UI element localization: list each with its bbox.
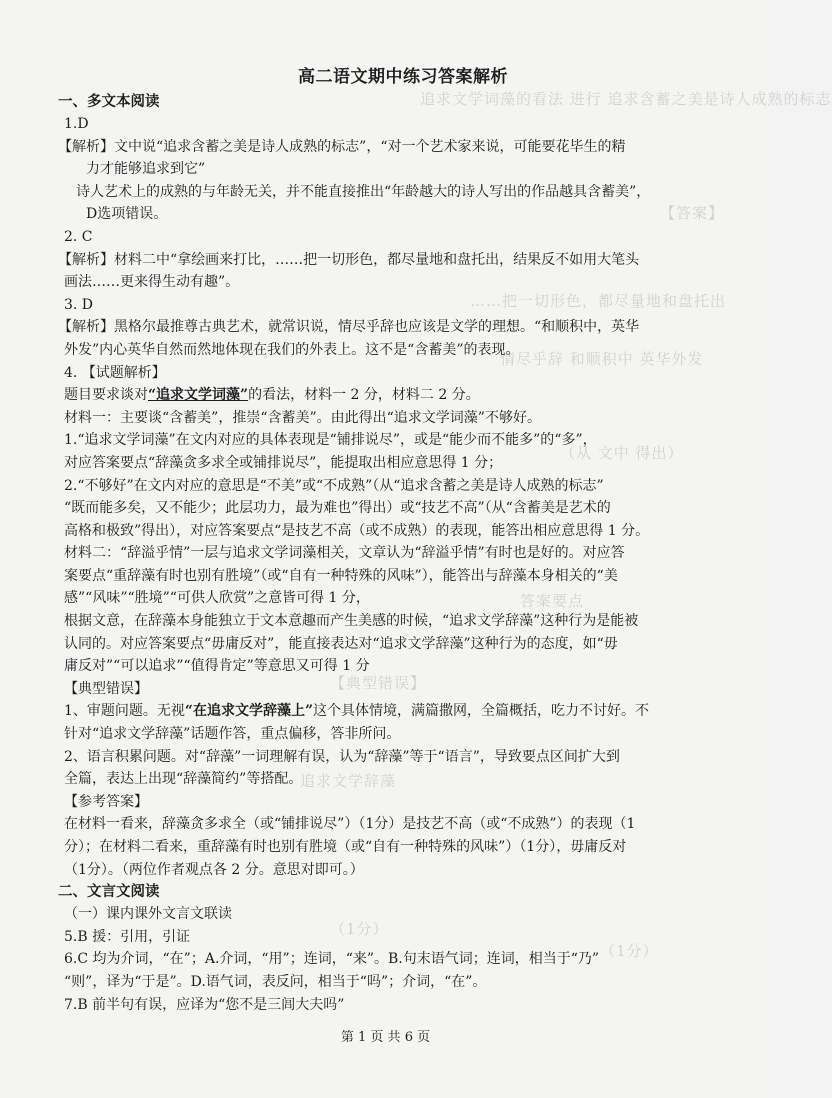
typical-errors-line: 2、语言积累问题。对“辞藻”一词理解有误，认为“辞藻”等于“语言”，导致要点区间扩大到 — [64, 748, 620, 765]
page-title: 高二语文期中练习答案解析 — [298, 67, 508, 87]
bleed-through-text: 【典型错误】 — [330, 674, 427, 692]
q4-line: 认同的。对应答案要点“毋庸反对”，能直接表达对“追求文学辞藻”这种行为的态度，如“毋 — [64, 635, 618, 652]
reference-answer-line: 在材料一看来，辞藻贪多求全（或“铺排说尽”）（1分）是技艺不高（或“不成熟”）的表现（1 — [64, 816, 636, 833]
typical-errors-line: 全篇，表达上出现“辞藻简约”等搭配。 — [64, 771, 303, 788]
q4-line: 感”“风味”“胜境”“可供人欣赏”之意皆可得 1 分， — [64, 590, 370, 607]
reference-answer-line: 分）；在材料二看来，重辞藻有时也别有胜境（或“自有一种特殊的风味”）（1分），毋庸反对 — [64, 839, 627, 855]
typical-errors-line — [58, 700, 748, 723]
q2-analysis-line: 【解析】材料二中“拿绘画来打比，……把一切形色，都尽量地和盘托出，结果反不如用大笔头 — [58, 251, 640, 268]
q4-line: 2.“不够好”在文内对应的意思是“不美”或“不成熟”（从“追求含蓄之美是诗人成熟的标志” — [64, 477, 604, 494]
document-body — [58, 62, 748, 1016]
subsection-heading: （一）课内课外文言文联读 — [64, 906, 232, 923]
q4-line: 高格和极致”得出），对应答案要点“是技艺不高（或不成熟）的表现，能答出相应意思得 1 分。 — [64, 522, 650, 539]
q5-line: 5.B 援：引用，引证 — [64, 928, 191, 945]
bleed-through-text: ……把一切形色，都尽量地和盘托出 — [470, 292, 727, 310]
q3-analysis-line: 外发”内心英华自然而然地体现在我们的外表上。这不是“含蓄美”的表现。 — [64, 341, 520, 358]
q4-line: 案要点“重辞藻有时也别有胜境”（或“自有一种特殊的风味”），能答出与辞藻本身相关的“美 — [64, 567, 618, 584]
q4-text: 的看法，材料一 2 分，材料二 2 分。 — [248, 387, 480, 404]
q1-answer: 1.D — [64, 116, 89, 132]
bleed-through-text: （从 文中 得出） — [560, 444, 684, 462]
bleed-through-text: 追求文学词藻的看法 进行 追求含蓄之美是诗人成熟的标志 — [420, 90, 832, 108]
q3-answer: 3. D — [64, 296, 94, 313]
bleed-through-text: 情尽乎辞 和顺积中 英华外发 — [500, 350, 704, 368]
q4-line: 庸反对”“可以追求”“值得肯定”等意思又可得 1 分 — [64, 658, 370, 675]
q4-text: 题目要求谈对 — [64, 387, 148, 404]
q4-line: 根据文意，在辞藻本身能独立于文本意趣而产生美感的时候，“追求文学辞藻”这种行为是能被 — [64, 613, 639, 630]
q4-keyword: “追求文学词藻” — [148, 387, 249, 404]
reference-answer-heading: 【参考答案】 — [64, 793, 148, 810]
typical-errors-line: 针对“追求文学辞藻”话题作答，重点偏移，答非所问。 — [64, 726, 401, 743]
bleed-through-text: 【答案】 — [660, 204, 725, 222]
section-heading-classical-chinese: 二、文言文阅读 — [58, 883, 160, 901]
page-footer: 第 1 页 共 6 页 — [340, 1030, 431, 1045]
q4-line: “既而能多矣，又不能少；此层功力，最为难也”得出）或“技艺不高”（从“含蓄美是艺术的 — [64, 500, 611, 517]
errors-text: 1、审题问题。无视 — [64, 703, 185, 720]
q2-answer: 2. C — [64, 228, 93, 245]
q3-analysis-line: 【解析】黑格尔最推尊古典艺术，就常识说，情尽乎辞也应该是文学的理想。“和顺积中，英华 — [58, 319, 640, 336]
errors-text: 这个具体情境，满篇撒网，全篇概括，吃力不讨好。不 — [313, 703, 650, 720]
q1-analysis-line: 【解析】文中说“追求含蓄之美是诗人成熟的标志”，“对一个艺术家来说，可能要花毕生的精 — [58, 138, 626, 155]
bleed-through-text: 答案要点 — [520, 592, 585, 610]
reference-answer-line: （1分）。（两位作者观点各 2 分。意思对即可。） — [64, 861, 364, 878]
q4-line: 对应答案要点“辞藻贪多求全或铺排说尽”，能提取出相应意思得 1 分； — [64, 454, 503, 471]
q4-line: 材料二：“辞溢乎情”一层与追求文学词藻相关，文章认为“辞溢乎情”有时也是好的。对应答 — [64, 545, 625, 562]
q6-line: “则”，译为“于是”。D.语气词，表反问，相当于“吗”；介词，“在”。 — [64, 973, 487, 990]
bleed-through-text: 追求文学辞藻 — [300, 772, 397, 790]
q1-analysis-line: 诗人艺术上的成熟的与年龄无关，并不能直接推出“年龄越大的诗人写出的作品越具含蓄美”， — [76, 183, 651, 200]
q4-line: 1.“追求文学词藻”在文内对应的具体表现是“铺排说尽”，或是“能少而不能多”的“多”， — [64, 432, 597, 449]
q1-analysis-line: 力才能够追求到它” — [86, 161, 206, 178]
q4-line: 材料一：主要谈“含蓄美”，推崇“含蓄美”。由此得出“追求文学词藻”不够好。 — [64, 409, 541, 426]
q4-heading: 4. 【试题解析】 — [64, 364, 166, 381]
q1-analysis-line: D选项错误。 — [86, 206, 168, 223]
errors-keyword: “在追求文学辞藻上” — [184, 703, 314, 720]
q7-line: 7.B 前半句有误，应译为“您不是三闾大夫吗” — [64, 996, 345, 1013]
q6-line: 6.C 均为介词，“在”；A.介词，“用”；连词，“来”。B.句末语气词；连词，相当于“乃” — [64, 951, 600, 968]
bleed-through-text: （1分） — [330, 920, 389, 938]
q4-line — [58, 384, 748, 407]
bleed-through-text: （1分） — [600, 942, 659, 960]
typical-errors-heading: 【典型错误】 — [64, 680, 148, 697]
section-heading-multitext: 一、多文本阅读 — [58, 93, 160, 110]
q2-analysis-line: 画法……更来得生动有趣”。 — [64, 274, 240, 291]
